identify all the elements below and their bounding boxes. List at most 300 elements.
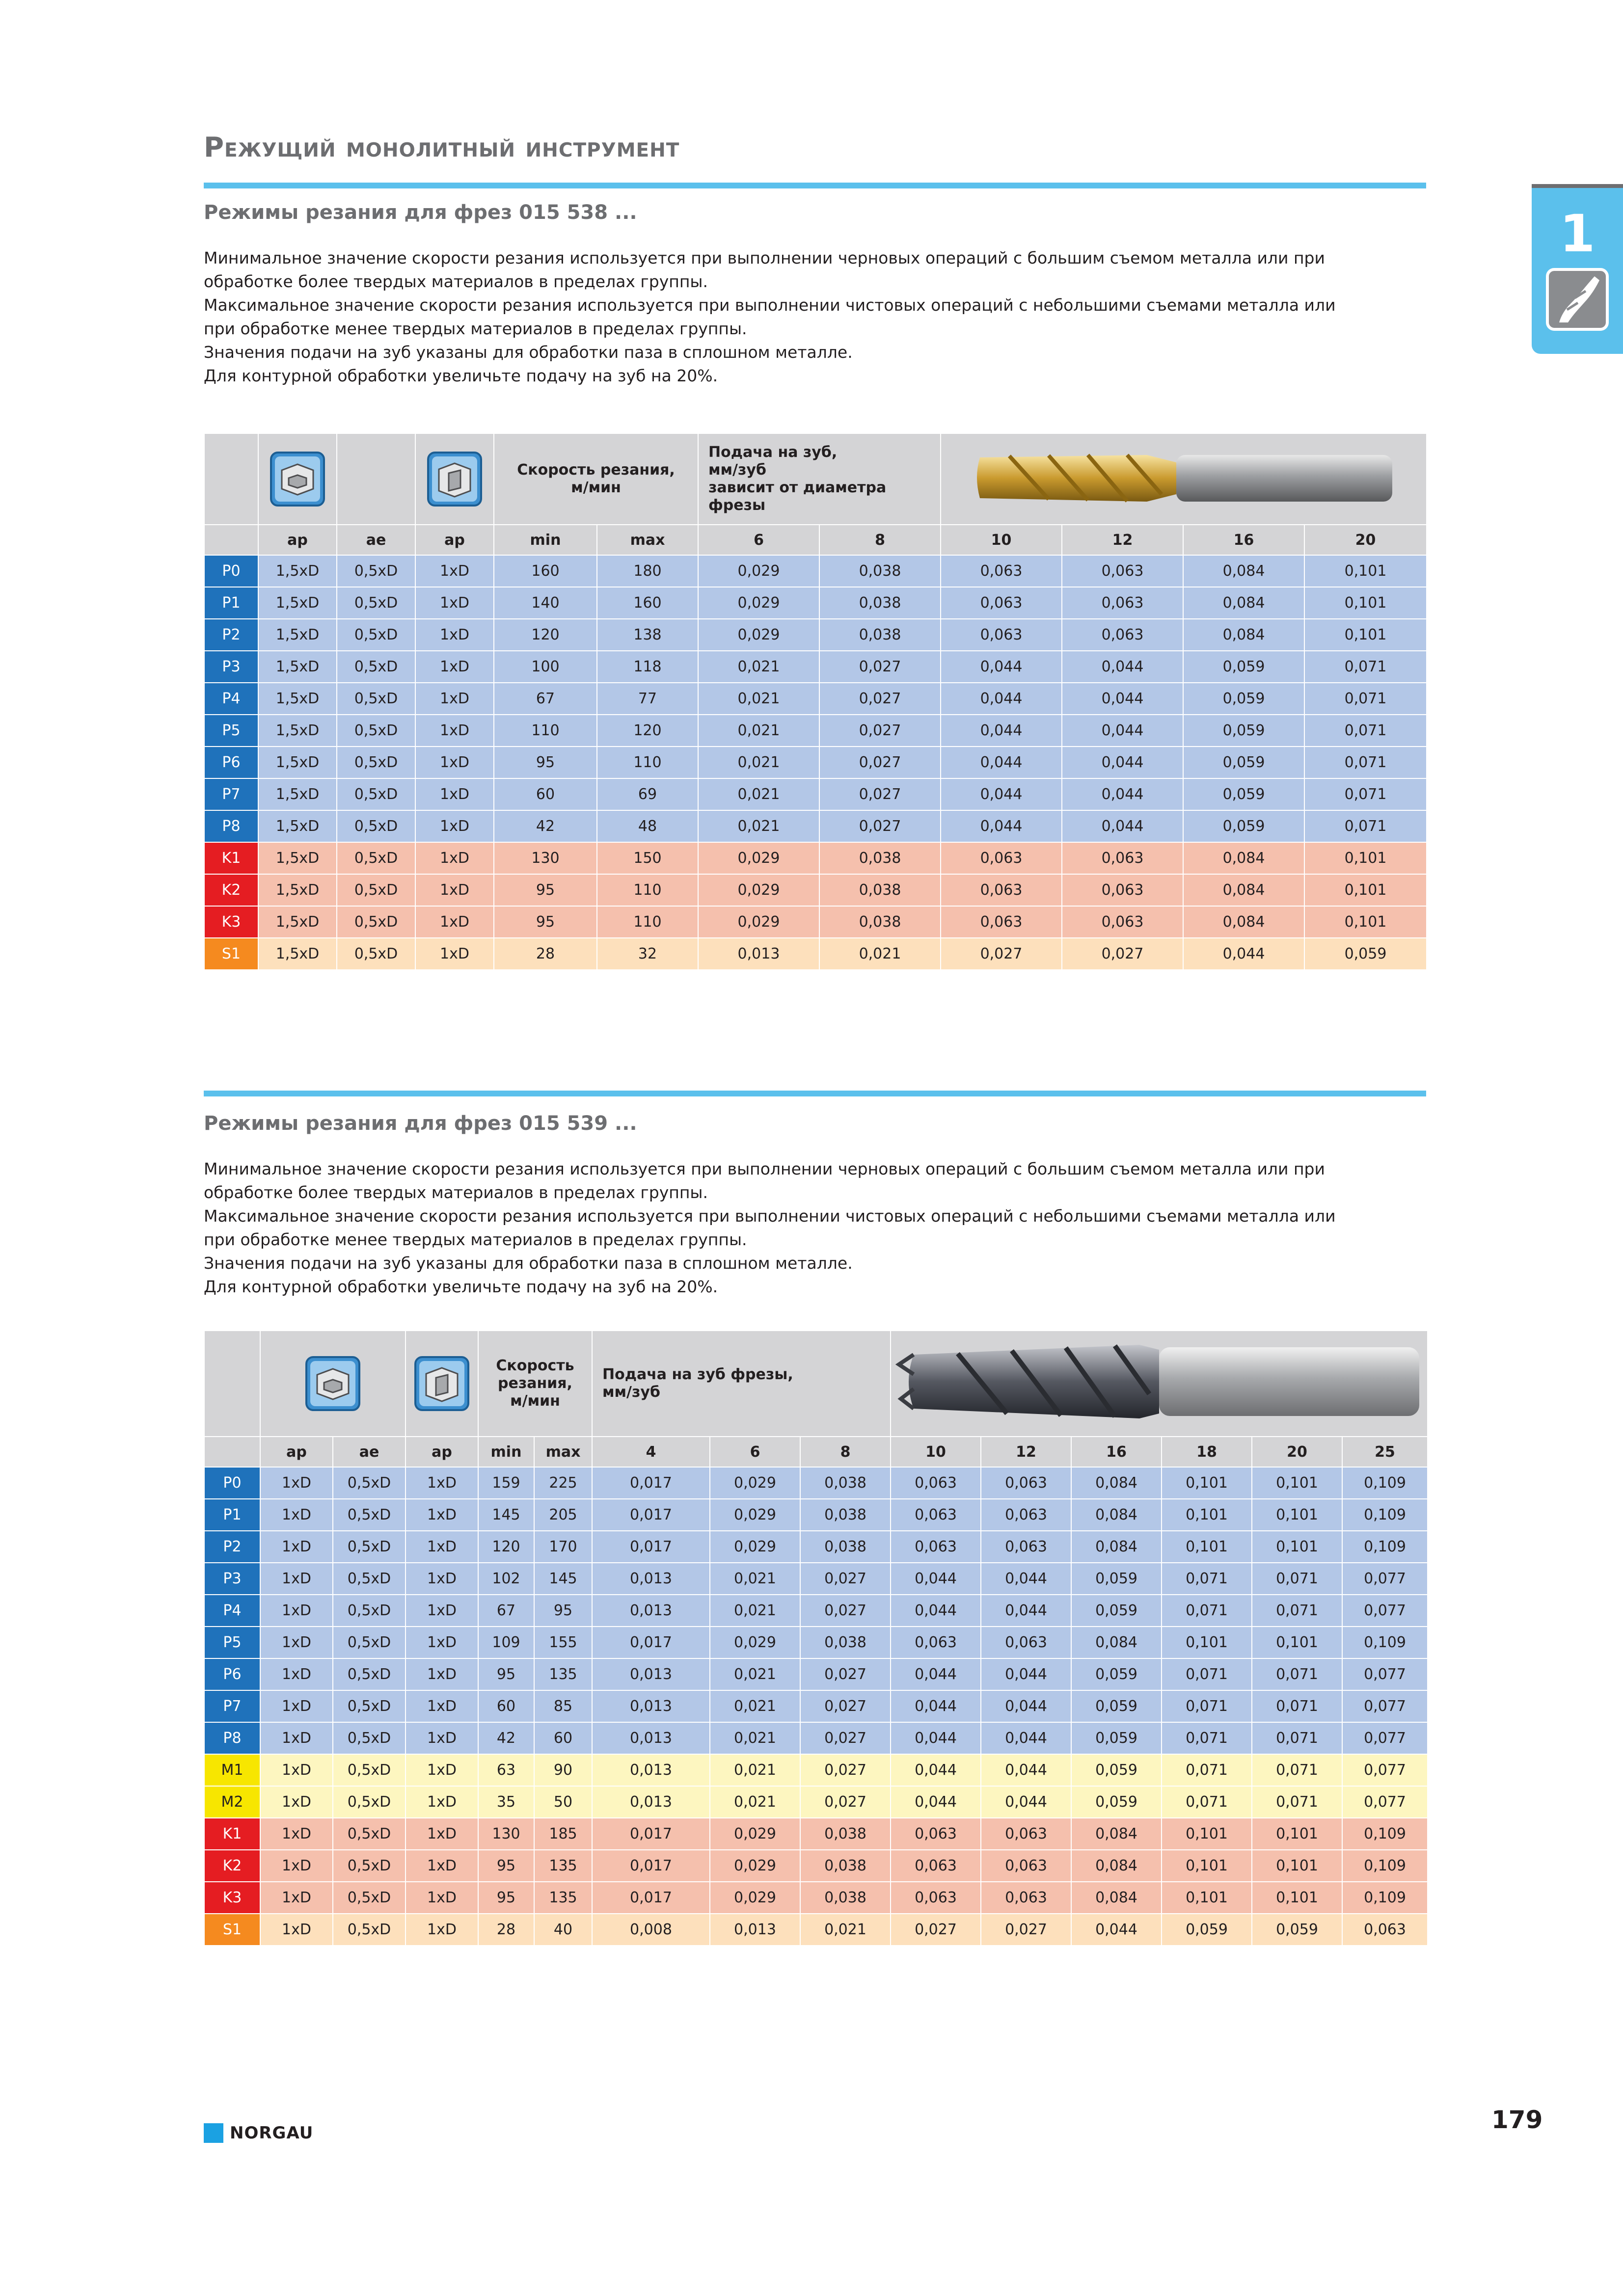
table-cell: 0,071 xyxy=(1252,1754,1342,1786)
material-group-badge: K3 xyxy=(204,1882,260,1914)
table-cell: 0,044 xyxy=(941,651,1062,683)
table-cell: 0,027 xyxy=(800,1595,891,1627)
table-cell: 0,027 xyxy=(819,778,941,810)
table-cell: 0,084 xyxy=(1183,906,1304,938)
table-cell: 0,077 xyxy=(1342,1722,1428,1754)
column-header-row xyxy=(204,1437,1428,1467)
table-cell: 0,027 xyxy=(941,938,1062,970)
speed-unit: м/мин xyxy=(510,1392,560,1410)
column-header: ap xyxy=(260,1437,333,1467)
table-cell: 0,044 xyxy=(941,747,1062,778)
column-header: 20 xyxy=(1252,1437,1342,1467)
table-cell: 1xD xyxy=(260,1467,333,1499)
table-cell: 0,071 xyxy=(1304,651,1427,683)
cutting-table-538 xyxy=(204,433,1427,970)
material-group-badge: P6 xyxy=(204,747,258,778)
table-row xyxy=(204,1658,1428,1690)
table-cell: 0,021 xyxy=(710,1690,800,1722)
table-cell: 135 xyxy=(534,1850,592,1882)
column-header: ae xyxy=(337,525,415,555)
table-cell: 0,5xD xyxy=(337,842,415,874)
table-cell: 0,063 xyxy=(891,1882,981,1914)
table-cell: 0,071 xyxy=(1304,747,1427,778)
material-group-badge: K2 xyxy=(204,874,258,906)
table-cell: 0,084 xyxy=(1183,842,1304,874)
table-cell: 0,059 xyxy=(1071,1563,1162,1595)
table-cell: 0,017 xyxy=(592,1818,710,1850)
table-row xyxy=(204,810,1427,842)
table-row xyxy=(204,587,1427,619)
table-cell: 0,109 xyxy=(1342,1627,1428,1658)
table-cell: 135 xyxy=(534,1658,592,1690)
table-row xyxy=(204,1627,1428,1658)
profile-milling-icon xyxy=(413,1355,470,1412)
table-cell: 0,059 xyxy=(1071,1658,1162,1690)
table-cell: 1xD xyxy=(406,1531,478,1563)
table-cell: 42 xyxy=(494,810,597,842)
table-cell: 60 xyxy=(494,778,597,810)
material-group-badge: P5 xyxy=(204,715,258,747)
table-cell: 0,063 xyxy=(941,874,1062,906)
column-header: 8 xyxy=(800,1437,891,1467)
table-cell: 67 xyxy=(494,683,597,715)
table-cell: 48 xyxy=(597,810,698,842)
table-cell: 1xD xyxy=(406,1690,478,1722)
table-cell: 69 xyxy=(597,778,698,810)
table-cell: 0,063 xyxy=(981,1531,1071,1563)
table-cell: 0,5xD xyxy=(333,1722,406,1754)
table-cell: 0,021 xyxy=(819,938,941,970)
tab-top-bar xyxy=(1532,184,1623,188)
table-cell: 0,101 xyxy=(1162,1818,1252,1850)
tool-image-cell xyxy=(941,433,1427,525)
material-group-badge: P8 xyxy=(204,1722,260,1754)
table-cell: 42 xyxy=(478,1722,534,1754)
table-row xyxy=(204,938,1427,970)
table-cell: 0,071 xyxy=(1162,1563,1252,1595)
table-cell: 0,071 xyxy=(1304,810,1427,842)
table-cell: 0,029 xyxy=(710,1467,800,1499)
desc-line: Минимальное значение скорости резания используется при выполнении черновых операций с большим съемом металла или при xyxy=(204,1159,1325,1178)
table-cell: 0,071 xyxy=(1252,1658,1342,1690)
group-header-blank xyxy=(204,433,258,525)
table-cell: 0,5xD xyxy=(333,1563,406,1595)
table-cell: 0,5xD xyxy=(337,747,415,778)
table-cell: 0,038 xyxy=(819,906,941,938)
table-cell: 0,063 xyxy=(1062,619,1183,651)
table-cell: 120 xyxy=(597,715,698,747)
table-cell: 1xD xyxy=(260,1690,333,1722)
table-cell: 0,027 xyxy=(819,715,941,747)
table-cell: 0,013 xyxy=(592,1786,710,1818)
desc-line: обработке более твердых материалов в пределах группы. xyxy=(204,272,708,291)
material-group-badge: P3 xyxy=(204,1563,260,1595)
material-group-badge: M2 xyxy=(204,1786,260,1818)
table-cell: 0,063 xyxy=(981,1627,1071,1658)
material-group-badge: P0 xyxy=(204,1467,260,1499)
table-cell: 1,5xD xyxy=(258,778,337,810)
table-cell: 0,063 xyxy=(941,619,1062,651)
material-group-badge: P5 xyxy=(204,1627,260,1658)
feed-header xyxy=(592,1331,891,1437)
table-cell: 0,029 xyxy=(710,1531,800,1563)
table-cell: 0,044 xyxy=(981,1595,1071,1627)
table-cell: 1,5xD xyxy=(258,906,337,938)
table-cell: 1xD xyxy=(260,1818,333,1850)
table-cell: 28 xyxy=(478,1914,534,1946)
desc-line: Для контурной обработки увеличьте подачу на зуб на 20%. xyxy=(204,366,718,385)
table-cell: 0,021 xyxy=(698,747,819,778)
table-cell: 0,044 xyxy=(941,778,1062,810)
table-cell: 120 xyxy=(478,1531,534,1563)
table-cell: 0,109 xyxy=(1342,1850,1428,1882)
table-cell: 0,059 xyxy=(1183,651,1304,683)
table-cell: 0,021 xyxy=(800,1914,891,1946)
table-cell: 0,038 xyxy=(819,555,941,587)
table-cell: 0,063 xyxy=(1062,906,1183,938)
table-cell: 0,029 xyxy=(710,1499,800,1531)
slot-milling-icon xyxy=(269,451,326,507)
table-cell: 0,044 xyxy=(891,1722,981,1754)
table-cell: 150 xyxy=(597,842,698,874)
material-group-badge: P8 xyxy=(204,810,258,842)
table-cell: 0,013 xyxy=(592,1658,710,1690)
table-cell: 0,101 xyxy=(1252,1467,1342,1499)
table-cell: 0,101 xyxy=(1304,874,1427,906)
table-cell: 0,063 xyxy=(981,1882,1071,1914)
table-cell: 110 xyxy=(597,874,698,906)
table-cell: 0,084 xyxy=(1071,1850,1162,1882)
table-cell: 0,071 xyxy=(1162,1690,1252,1722)
material-group-badge: P7 xyxy=(204,1690,260,1722)
table-cell: 0,5xD xyxy=(333,1690,406,1722)
table-cell: 1xD xyxy=(406,1882,478,1914)
table-cell: 1xD xyxy=(406,1627,478,1658)
table-cell: 0,059 xyxy=(1183,810,1304,842)
table-cell: 1xD xyxy=(260,1627,333,1658)
table-cell: 0,059 xyxy=(1183,683,1304,715)
table-cell: 109 xyxy=(478,1627,534,1658)
table-cell: 0,071 xyxy=(1304,715,1427,747)
table-cell: 0,017 xyxy=(592,1467,710,1499)
table-cell: 1xD xyxy=(260,1563,333,1595)
table-cell: 0,071 xyxy=(1304,683,1427,715)
table-cell: 0,084 xyxy=(1071,1467,1162,1499)
table-cell: 0,063 xyxy=(891,1467,981,1499)
table-cell: 1xD xyxy=(260,1786,333,1818)
column-header: min xyxy=(478,1437,534,1467)
table-cell: 1,5xD xyxy=(258,619,337,651)
table-cell: 0,5xD xyxy=(337,778,415,810)
table-cell: 0,027 xyxy=(1062,938,1183,970)
table-cell: 0,071 xyxy=(1162,1722,1252,1754)
desc-line: Минимальное значение скорости резания используется при выполнении черновых операций с большим съемом металла или при xyxy=(204,248,1325,267)
table-cell: 1xD xyxy=(260,1499,333,1531)
column-header: 8 xyxy=(819,525,941,555)
table-cell: 1,5xD xyxy=(258,555,337,587)
table-cell: 0,5xD xyxy=(333,1499,406,1531)
table-cell: 1,5xD xyxy=(258,810,337,842)
table-cell: 0,101 xyxy=(1162,1531,1252,1563)
column-header: 25 xyxy=(1342,1437,1428,1467)
group-column-header xyxy=(204,1437,260,1467)
table-cell: 0,071 xyxy=(1252,1690,1342,1722)
table-cell: 0,063 xyxy=(981,1818,1071,1850)
table-cell: 159 xyxy=(478,1467,534,1499)
table-row xyxy=(204,1786,1428,1818)
table-cell: 0,029 xyxy=(698,874,819,906)
table-cell: 0,044 xyxy=(941,810,1062,842)
section2-description xyxy=(204,1157,1421,1299)
table-cell: 0,008 xyxy=(592,1914,710,1946)
table-cell: 0,084 xyxy=(1071,1627,1162,1658)
table-cell: 0,059 xyxy=(1252,1914,1342,1946)
speed-label-2: резания, xyxy=(498,1375,572,1392)
table-cell: 0,5xD xyxy=(337,715,415,747)
table-cell: 0,013 xyxy=(592,1563,710,1595)
table-cell: 0,063 xyxy=(1342,1914,1428,1946)
table-cell: 0,084 xyxy=(1071,1531,1162,1563)
table-cell: 110 xyxy=(597,747,698,778)
table-cell: 102 xyxy=(478,1563,534,1595)
table-cell: 130 xyxy=(478,1818,534,1850)
column-header: 12 xyxy=(981,1437,1071,1467)
column-header: ap xyxy=(406,1437,478,1467)
table-cell: 0,044 xyxy=(981,1658,1071,1690)
table-cell: 0,5xD xyxy=(337,874,415,906)
speed-label: Скорость резания, xyxy=(517,461,675,479)
table-cell: 0,101 xyxy=(1304,587,1427,619)
table-cell: 1xD xyxy=(415,938,494,970)
table-cell: 67 xyxy=(478,1595,534,1627)
table-row xyxy=(204,747,1427,778)
table-cell: 1xD xyxy=(415,874,494,906)
material-group-badge: M1 xyxy=(204,1754,260,1786)
table-cell: 0,5xD xyxy=(333,1914,406,1946)
table-cell: 0,084 xyxy=(1183,587,1304,619)
material-group-badge: P0 xyxy=(204,555,258,587)
table-cell: 0,059 xyxy=(1071,1722,1162,1754)
chapter-number: 1 xyxy=(1559,204,1596,264)
table-cell: 225 xyxy=(534,1467,592,1499)
material-group-badge: P2 xyxy=(204,619,258,651)
table-cell: 1,5xD xyxy=(258,683,337,715)
table-cell: 0,038 xyxy=(819,587,941,619)
column-header: 6 xyxy=(698,525,819,555)
table-cell: 0,101 xyxy=(1252,1850,1342,1882)
table-cell: 28 xyxy=(494,938,597,970)
table-cell: 0,063 xyxy=(941,555,1062,587)
table-cell: 0,044 xyxy=(981,1754,1071,1786)
table-cell: 0,029 xyxy=(698,906,819,938)
table-cell: 0,5xD xyxy=(337,906,415,938)
table-row xyxy=(204,1818,1428,1850)
table-cell: 0,071 xyxy=(1252,1722,1342,1754)
table-cell: 110 xyxy=(597,906,698,938)
column-header: 6 xyxy=(710,1437,800,1467)
table-cell: 0,059 xyxy=(1071,1690,1162,1722)
table-cell: 1xD xyxy=(406,1658,478,1690)
column-header: 10 xyxy=(941,525,1062,555)
table-cell: 0,084 xyxy=(1071,1818,1162,1850)
table-cell: 1,5xD xyxy=(258,587,337,619)
material-group-badge: S1 xyxy=(204,1914,260,1946)
table-cell: 0,044 xyxy=(1062,715,1183,747)
table-cell: 1xD xyxy=(415,619,494,651)
table-cell: 0,021 xyxy=(698,715,819,747)
table-cell: 0,109 xyxy=(1342,1467,1428,1499)
table-cell: 1xD xyxy=(260,1850,333,1882)
table-row xyxy=(204,683,1427,715)
table-cell: 60 xyxy=(534,1722,592,1754)
desc-line: Максимальное значение скорости резания используется при выполнении чистовых операций с небольшими съемами металла или xyxy=(204,1206,1336,1226)
table-cell: 0,027 xyxy=(800,1658,891,1690)
table-cell: 0,101 xyxy=(1304,555,1427,587)
table-cell: 32 xyxy=(597,938,698,970)
table-cell: 1xD xyxy=(260,1754,333,1786)
slot-icon-cell xyxy=(260,1331,406,1437)
table-cell: 0,084 xyxy=(1183,555,1304,587)
column-header: ae xyxy=(333,1437,406,1467)
table-cell: 110 xyxy=(494,715,597,747)
table-cell: 0,101 xyxy=(1162,1499,1252,1531)
table-cell: 0,059 xyxy=(1183,715,1304,747)
column-header: min xyxy=(494,525,597,555)
table-cell: 0,063 xyxy=(1062,555,1183,587)
column-header: 16 xyxy=(1071,1437,1162,1467)
table-cell: 0,063 xyxy=(941,587,1062,619)
slot-milling-icon xyxy=(304,1355,361,1412)
table-cell: 0,044 xyxy=(1071,1914,1162,1946)
table-cell: 0,013 xyxy=(710,1914,800,1946)
table-row xyxy=(204,1595,1428,1627)
speed-header xyxy=(494,433,698,525)
table-row xyxy=(204,651,1427,683)
desc-line: Для контурной обработки увеличьте подачу на зуб на 20%. xyxy=(204,1277,718,1296)
table-cell: 0,109 xyxy=(1342,1882,1428,1914)
group-header-blank xyxy=(204,1331,260,1437)
table-cell: 1xD xyxy=(406,1754,478,1786)
speed-label: Скорость xyxy=(496,1357,574,1374)
table-cell: 0,5xD xyxy=(333,1882,406,1914)
table-cell: 0,027 xyxy=(800,1754,891,1786)
table-cell: 0,038 xyxy=(800,1499,891,1531)
table-cell: 0,063 xyxy=(941,842,1062,874)
feed-note: зависит от диаметра фрезы xyxy=(708,479,887,514)
table-cell: 1xD xyxy=(260,1914,333,1946)
table-cell: 0,027 xyxy=(819,747,941,778)
table-cell: 0,063 xyxy=(891,1627,981,1658)
tool-image-cell xyxy=(891,1331,1428,1437)
table-cell: 50 xyxy=(534,1786,592,1818)
table-row xyxy=(204,1467,1428,1499)
end-mill-gold-image xyxy=(970,440,1397,514)
table-cell: 0,5xD xyxy=(337,619,415,651)
table-cell: 0,013 xyxy=(592,1754,710,1786)
table-cell: 95 xyxy=(534,1595,592,1627)
table-cell: 1xD xyxy=(260,1882,333,1914)
feed-label: Подача на зуб фрезы, xyxy=(602,1366,793,1383)
table-cell: 63 xyxy=(478,1754,534,1786)
desc-line: при обработке менее твердых материалов в пределах группы. xyxy=(204,319,747,338)
table-cell: 0,044 xyxy=(891,1786,981,1818)
table-cell: 0,063 xyxy=(981,1467,1071,1499)
table-cell: 145 xyxy=(534,1563,592,1595)
table-cell: 40 xyxy=(534,1914,592,1946)
chapter-tab[interactable] xyxy=(1532,184,1623,354)
feed-label: Подача на зуб, xyxy=(708,444,838,461)
table-cell: 0,5xD xyxy=(333,1850,406,1882)
table-cell: 0,027 xyxy=(800,1786,891,1818)
table-cell: 0,059 xyxy=(1304,938,1427,970)
column-header-row xyxy=(204,525,1427,555)
table-row xyxy=(204,1850,1428,1882)
table-cell: 0,027 xyxy=(800,1722,891,1754)
table-cell: 0,5xD xyxy=(337,651,415,683)
table-row xyxy=(204,1882,1428,1914)
table-row xyxy=(204,906,1427,938)
table-cell: 1xD xyxy=(406,1595,478,1627)
table-cell: 0,101 xyxy=(1162,1627,1252,1658)
group-column-header xyxy=(204,525,258,555)
material-group-badge: K1 xyxy=(204,842,258,874)
table-cell: 0,101 xyxy=(1252,1627,1342,1658)
table-cell: 0,029 xyxy=(710,1850,800,1882)
table-cell: 95 xyxy=(478,1882,534,1914)
table-cell: 0,044 xyxy=(891,1563,981,1595)
column-header: ap xyxy=(258,525,337,555)
table-cell: 1,5xD xyxy=(258,938,337,970)
table-cell: 0,044 xyxy=(981,1690,1071,1722)
table-cell: 0,5xD xyxy=(333,1627,406,1658)
table-cell: 1xD xyxy=(406,1914,478,1946)
table-cell: 138 xyxy=(597,619,698,651)
desc-line: при обработке менее твердых материалов в пределах группы. xyxy=(204,1230,747,1249)
table-cell: 135 xyxy=(534,1882,592,1914)
table-cell: 0,027 xyxy=(819,683,941,715)
material-group-badge: P4 xyxy=(204,683,258,715)
table-cell: 95 xyxy=(494,747,597,778)
table-cell: 0,021 xyxy=(710,1563,800,1595)
table-row xyxy=(204,619,1427,651)
table-cell: 0,029 xyxy=(710,1818,800,1850)
column-header: max xyxy=(534,1437,592,1467)
table-cell: 85 xyxy=(534,1690,592,1722)
table-cell: 0,071 xyxy=(1162,1595,1252,1627)
table-cell: 0,084 xyxy=(1071,1499,1162,1531)
section-divider xyxy=(204,183,1426,188)
table-cell: 1xD xyxy=(406,1818,478,1850)
table-cell: 0,044 xyxy=(891,1754,981,1786)
table-cell: 1xD xyxy=(415,778,494,810)
table-cell: 0,071 xyxy=(1162,1754,1252,1786)
column-header: 20 xyxy=(1304,525,1427,555)
table-cell: 0,071 xyxy=(1252,1595,1342,1627)
table-row xyxy=(204,1914,1428,1946)
table-cell: 0,101 xyxy=(1162,1850,1252,1882)
table-cell: 0,021 xyxy=(710,1786,800,1818)
table-cell: 0,044 xyxy=(1062,747,1183,778)
table-cell: 185 xyxy=(534,1818,592,1850)
table-cell: 1xD xyxy=(406,1786,478,1818)
desc-line: обработке более твердых материалов в пределах группы. xyxy=(204,1183,708,1202)
table-row xyxy=(204,1754,1428,1786)
column-header: 12 xyxy=(1062,525,1183,555)
table-cell: 95 xyxy=(478,1850,534,1882)
material-group-badge: K1 xyxy=(204,1818,260,1850)
table-cell: 90 xyxy=(534,1754,592,1786)
brand-logo-square xyxy=(204,2123,223,2143)
